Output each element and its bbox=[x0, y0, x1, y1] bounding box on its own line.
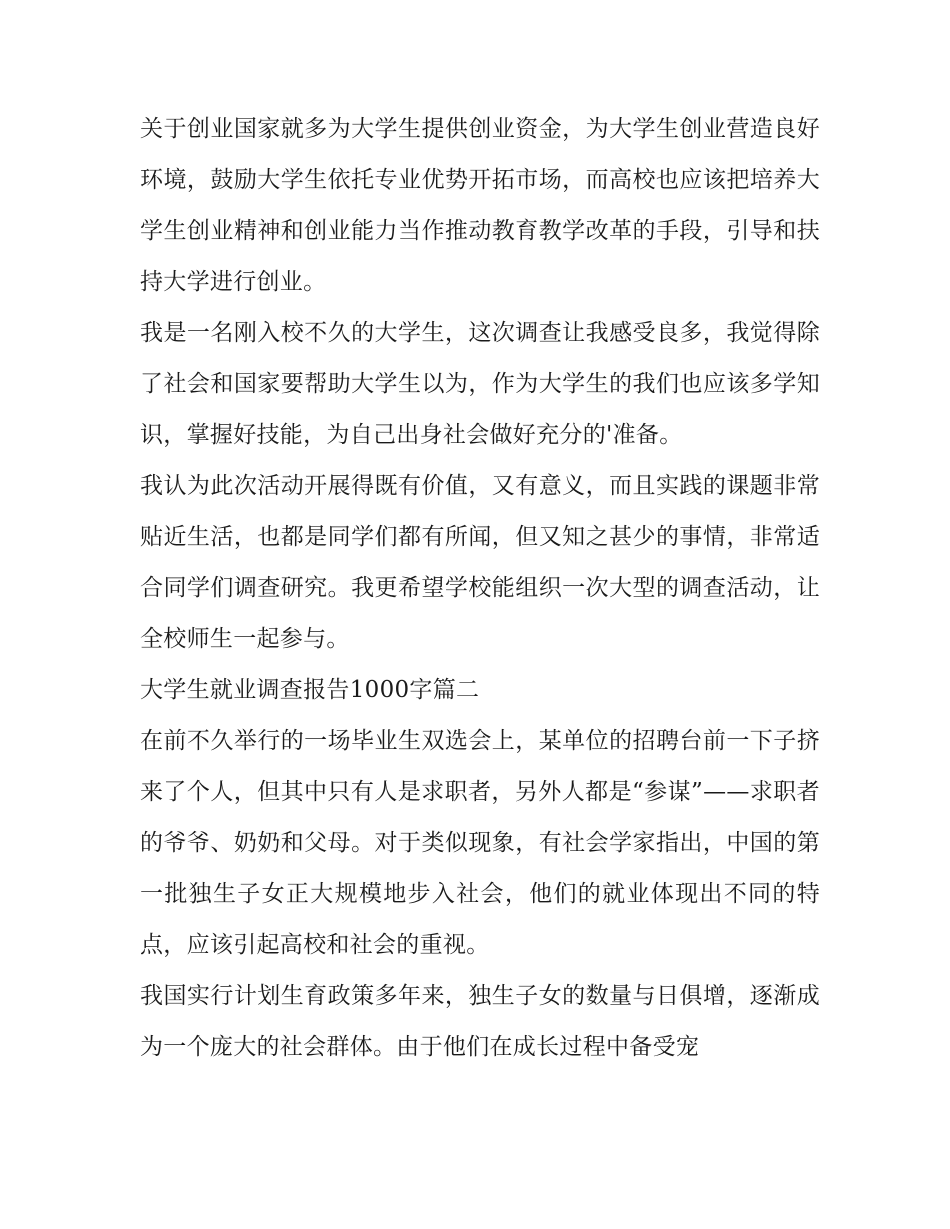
paragraph-2: 我是一名刚入校不久的大学生，这次调查让我感受良多，我觉得除了社会和国家要帮助大学生以为，作为大学生的我们也应该多学知识，掌握好技能，为自己出身社会做好充分的'准备。 bbox=[140, 320, 820, 448]
paragraph-5: 我国实行计划生育政策多年来，独生子女的数量与日俱增，逐渐成为一个庞大的社会群体。由于他们在成长过程中备受宠 bbox=[140, 983, 820, 1060]
section-heading: 大学生就业调查报告1000字篇二 bbox=[140, 677, 480, 703]
paragraph-1: 关于创业国家就多为大学生提供创业资金，为大学生创业营造良好环境，鼓励大学生依托专业优势开拓市场，而高校也应该把培养大学生创业精神和创业能力当作推动教育教学改革的手段，引导和扶持大学进行创业。 bbox=[140, 116, 820, 295]
document-body bbox=[140, 104, 820, 1073]
paragraph-3: 我认为此次活动开展得既有价值，又有意义，而且实践的课题非常贴近生活，也都是同学们都有所闻，但又知之甚少的事情，非常适合同学们调查研究。我更希望学校能组织一次大型的调查活动，让全校师生一起参与。 bbox=[140, 473, 820, 652]
paragraph-4: 在前不久举行的一场毕业生双选会上，某单位的招聘台前一下子挤来了个人，但其中只有人是求职者，另外人都是“参谋”——求职者的爷爷、奶奶和父母。对于类似现象，有社会学家指出，中国的第一批独生子女正大规模地步入社会，他们的就业体现出不同的特点，应该引起高校和社会的重视。 bbox=[140, 728, 820, 958]
